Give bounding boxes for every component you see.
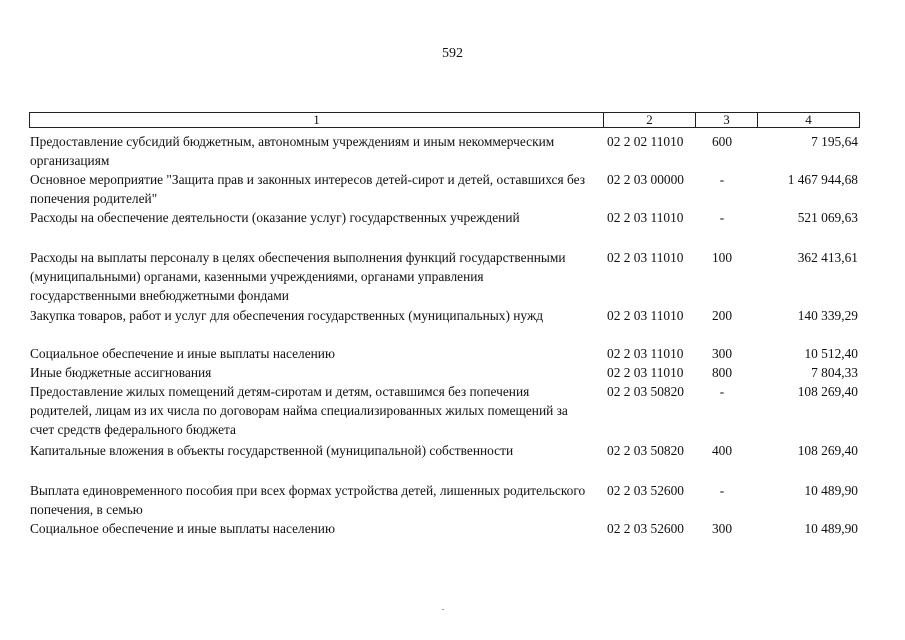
table-row bbox=[29, 132, 860, 170]
row-code: 02 2 03 11010 bbox=[607, 250, 684, 265]
header-col-1: 1 bbox=[30, 113, 604, 127]
row-type: - bbox=[719, 210, 725, 225]
table-row bbox=[29, 344, 860, 363]
row-amount: 1 467 944,68 bbox=[787, 172, 858, 187]
row-amount: 7 804,33 bbox=[811, 365, 858, 380]
row-amount: 10 512,40 bbox=[804, 346, 858, 361]
table-row bbox=[29, 481, 860, 519]
row-type: 100 bbox=[711, 250, 733, 265]
table-row bbox=[29, 306, 860, 325]
row-type: - bbox=[719, 483, 725, 498]
row-code: 02 2 03 52600 bbox=[607, 483, 684, 498]
header-col-4: 4 bbox=[805, 112, 812, 127]
row-code: 02 2 03 50820 bbox=[607, 384, 684, 399]
row-code: 02 2 03 11010 bbox=[607, 308, 684, 323]
row-type: - bbox=[719, 384, 725, 399]
row-type: 200 bbox=[711, 308, 733, 323]
row-name: Капитальные вложения в объекты государственной (муниципальной) собственности bbox=[30, 443, 514, 458]
row-amount: 7 195,64 bbox=[811, 134, 858, 149]
row-type: 300 bbox=[711, 521, 733, 536]
row-type: - bbox=[719, 172, 725, 187]
row-amount: 521 069,63 bbox=[797, 210, 858, 225]
row-amount: 10 489,90 bbox=[804, 483, 858, 498]
row-amount: 362 413,61 bbox=[797, 250, 858, 265]
table-row bbox=[29, 441, 860, 460]
row-name: Предоставление субсидий бюджетным, автономным учреждениям и иным некоммерческим организациям bbox=[30, 134, 555, 168]
table-row bbox=[29, 170, 860, 208]
table-row bbox=[29, 208, 860, 227]
row-amount: 140 339,29 bbox=[797, 308, 858, 323]
table-header bbox=[29, 112, 860, 128]
row-code: 02 2 02 11010 bbox=[607, 134, 684, 149]
row-name: Иные бюджетные ассигнования bbox=[30, 365, 212, 380]
row-code: 02 2 03 11010 bbox=[607, 365, 684, 380]
page-number: 592 bbox=[442, 46, 463, 61]
row-name: Предоставление жилых помещений детям-сиротам и детям, оставшимся без попечения родителей, лицам из их числа по договорам найма специализированных жилых помещений за счет средств федерального бюджета bbox=[30, 384, 568, 437]
row-name: Выплата единовременного пособия при всех формах устройства детей, лишенных родительского попечения, в семью bbox=[30, 483, 586, 517]
row-name: Закупка товаров, работ и услуг для обеспечения государственных (муниципальных) нужд bbox=[30, 308, 544, 323]
row-code: 02 2 03 11010 bbox=[607, 346, 684, 361]
row-name: Социальное обеспечение и иные выплаты населению bbox=[30, 521, 335, 536]
row-type: 300 bbox=[711, 346, 733, 361]
row-type: 600 bbox=[711, 134, 733, 149]
table-row bbox=[29, 382, 860, 439]
row-code: 02 2 03 00000 bbox=[607, 172, 684, 187]
row-code: 02 2 03 11010 bbox=[607, 210, 684, 225]
row-name: Основное мероприятие "Защита прав и законных интересов детей-сирот и детей, оставшихся без попечения родителей" bbox=[30, 172, 585, 206]
header-col-3: 3 bbox=[696, 113, 758, 127]
row-code: 02 2 03 50820 bbox=[607, 443, 684, 458]
row-amount: 10 489,90 bbox=[804, 521, 858, 536]
row-name: Расходы на обеспечение деятельности (оказание услуг) государственных учреждений bbox=[30, 210, 520, 225]
header-col-2: 2 bbox=[604, 113, 696, 127]
row-name: Расходы на выплаты персоналу в целях обеспечения выполнения функций государственными (муниципальными) органами, казенными учреждениями, органами управления государственными внебюджетными фондами bbox=[30, 250, 566, 303]
row-amount: 108 269,40 bbox=[797, 443, 858, 458]
table-row bbox=[29, 363, 860, 382]
scan-speck bbox=[442, 609, 444, 610]
table-row bbox=[29, 248, 860, 305]
row-type: 400 bbox=[711, 443, 733, 458]
row-code: 02 2 03 52600 bbox=[607, 521, 684, 536]
row-type: 800 bbox=[711, 365, 733, 380]
row-name: Социальное обеспечение и иные выплаты населению bbox=[30, 346, 335, 361]
table-row bbox=[29, 519, 860, 538]
row-amount: 108 269,40 bbox=[797, 384, 858, 399]
